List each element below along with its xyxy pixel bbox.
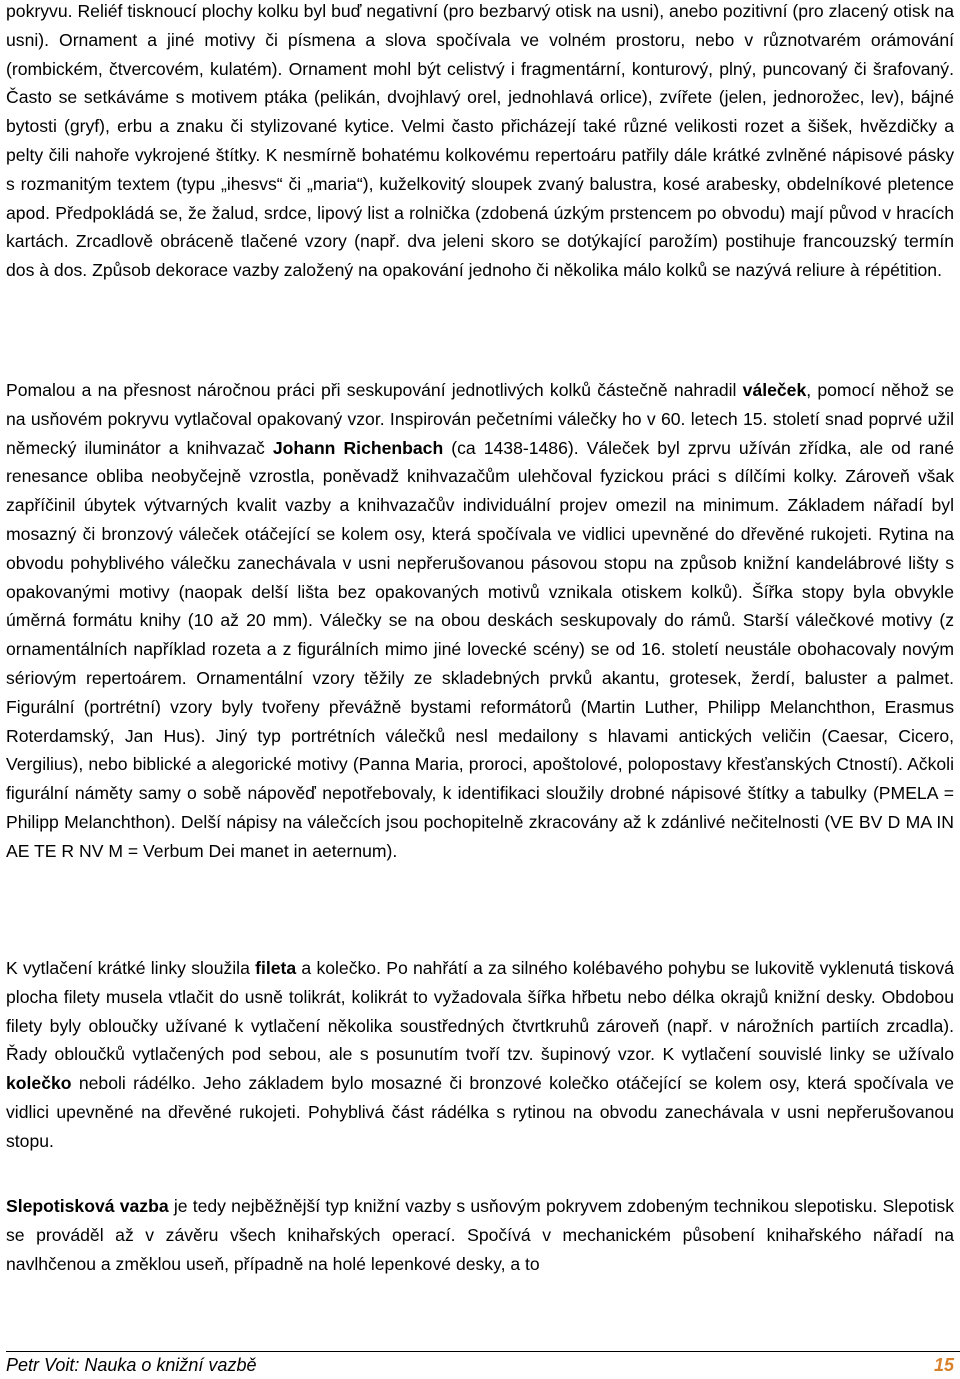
paragraph-text: Pomalou a na přesnost náročnou práci při seskupování jednotlivých kolků částečně nahradil (6, 380, 743, 400)
paragraph-kolky-ornament (6, 0, 954, 285)
paragraph-fileta-kolecko (6, 954, 954, 1156)
term-slepotiskova-vazba: Slepotisková vazba (6, 1196, 169, 1216)
paragraph-text: a kolečko. Po nahřátí a za silného kolébavého pohybu se lukovitě vyklenutá tisková plocha filety musela vtlačit do usně tolikrát, kolikrát to vyžadovala šířka hřbetu nebo délka okrajů knižní desky. Obdobou filety byly obloučky užívané k vytlačení několika soustředných čtvrtkruhů zároveň (např. v nárožních partiích zrcadla). Řady obloučků vytlačených pod sebou, ale s posunutím tvoří tzv. šupinový vzor. K vytlačení souvislé linky se užívalo (6, 958, 954, 1065)
paragraph-text: , pomocí něhož se na usňovém pokryvu vytlačoval opakovaný vzor. Inspirován pečetními válečky ho v 60. letech 15. století snad poprvé užil německý iluminátor a knihvazač (6, 380, 954, 458)
term-fileta: fileta (255, 958, 297, 978)
term-valecek: váleček (742, 380, 807, 400)
page-footer (6, 1355, 954, 1379)
page-number: 15 (933, 1355, 954, 1375)
term-kolecko: kolečko (6, 1073, 72, 1094)
paragraph-text: (ca 1438-1486). Váleček byl zprvu užíván zřídka, ale od rané renesance obliba neobyčejně vzrostla, poněvadž knihvazačům ulehčoval fyzickou práci s dílčími kolky. Zároveň však zapříčinil úbytek výtvarných kvalit vazby a knihvazačův individuální projev omezil na minimum. Základem nářadí byl mosazný či bronzový váleček otáčející se kolem osy, která spočívala ve vidlici upevněné do dřevěné rukojeti. Rytina na obvodu pohyblivého válečku zanechávala v usni nepřerušovanou pásovou stopu na způsob knižní kandelábrové lišty s opakovanými motivy (naopak delší lišta bez opakovaných motivů vznikala otiskem kolků). Šířka stopy byla obvykle úměrná formátu knihy (10 až 20 mm). Válečky se na obou deskách seskupovaly do rámů. Starší válečkové motivy (z ornamentálních například rozeta a z figurálních mimo jiné lovecké scény) se od 16. století neustále obohacovaly novým sériovým repertoárem. Ornamentální vzory těžily ze skladebných prvků akantu, grotesek, žerdí, baluster a palmet. Figurální (portrétní) vzory byly tvořeny převážně bystami reformátorů (Martin Luther, Philipp Melanchthon, Erasmus Roterdamský, Jan Hus). Jiný typ portrétních válečků nesl medailony s hlavami antických veličin (Caesar, Cicero, Vergilius), nebo biblické a alegorické motivy (Panna Maria, proroci, apoštolové, polopostavy křesťanských Ctností). Ačkoli figurální náměty samy o sobě nápověď nepotřebovaly, k identifikaci sloužily drobné nápisové štítky a tabulky (PMELA = Philipp Melanchthon). Delší nápisy na válečcích jsou pochopitelně zkracovány až k zdánlivé nečitelnosti (VE BV D MA IN AE TE R NV M = Verbum Dei manet in aeternum). (6, 437, 954, 861)
paragraph-text: je tedy nejběžnější typ knižní vazby s usňovým pokryvem zdobeným technikou slepotisku. Slepotisk se prováděl až v závěru všech knihařských operací. Spočívá v mechanickém působení knihařského nářadí na navlhčenou a změklou useň, případně na holé lepenkové desky, a to (6, 1196, 954, 1274)
paragraph-slepotiskova-vazba (6, 1192, 954, 1278)
footer-title: Petr Voit: Nauka o knižní vazbě (6, 1355, 257, 1375)
paragraph-text: K vytlačení krátké linky sloužila (6, 958, 256, 978)
paragraph-valecek (6, 376, 954, 866)
paragraph-text: pokryvu. Reliéf tisknoucí plochy kolku byl buď negativní (pro bezbarvý otisk na usni), anebo pozitivní (pro zlacený otisk na usni). Ornament a jiné motivy či písmena a slova spočívala ve volném prostoru, nebo v různotvarém orámování (rombickém, čtvercovém, kulatém). Ornament mohl být celistvý i fragmentární, konturový, plný, puncovaný či šrafovaný. Často se setkáváme s motivem ptáka (pelikán, dvojhlavý orel, jednohlavá orlice), zvířete (jelen, jednorožec, lev), bájné bytosti (gryf), erbu a znaku či stylizované kytice. Velmi často přicházejí také různé velikosti rozet a šišek, hvězdičky a pelty čili nahoře vykrojené štítky. K nesmírně bohatému kolkovému repertoáru patřily dále krátké zvlněné nápisové pásky s rozmanitým textem (typu „ihesvs“ či „maria“), kuželkovitý sloupek zvaný balustra, kosé arabesky, obdelníkové pletence apod. Předpokládá se, že žalud, srdce, lipový list a rolnička (zdobená úzkým prstencem po obvodu) mají původ v hracích kartách. Zrcadlově obráceně tlačené vzory (např. dva jeleni skoro se dotýkající parožím) postihuje francouzský termín dos à dos. Způsob dekorace vazby založený na opakování jednoho či několika málo kolků se nazývá reliure à répétition. (6, 1, 954, 281)
name-johann-richenbach: Johann Richenbach (272, 437, 444, 458)
paragraph-text: neboli rádélko. Jeho základem bylo mosazné či bronzové kolečko otáčející se kolem osy, která spočívala ve vidlici upevněné na dřevěné rukojeti. Pohyblivá část rádélka s rytinou na obvodu zanechávala v usni nepřerušovanou stopu. (6, 1073, 954, 1151)
footer-divider (6, 1351, 960, 1352)
